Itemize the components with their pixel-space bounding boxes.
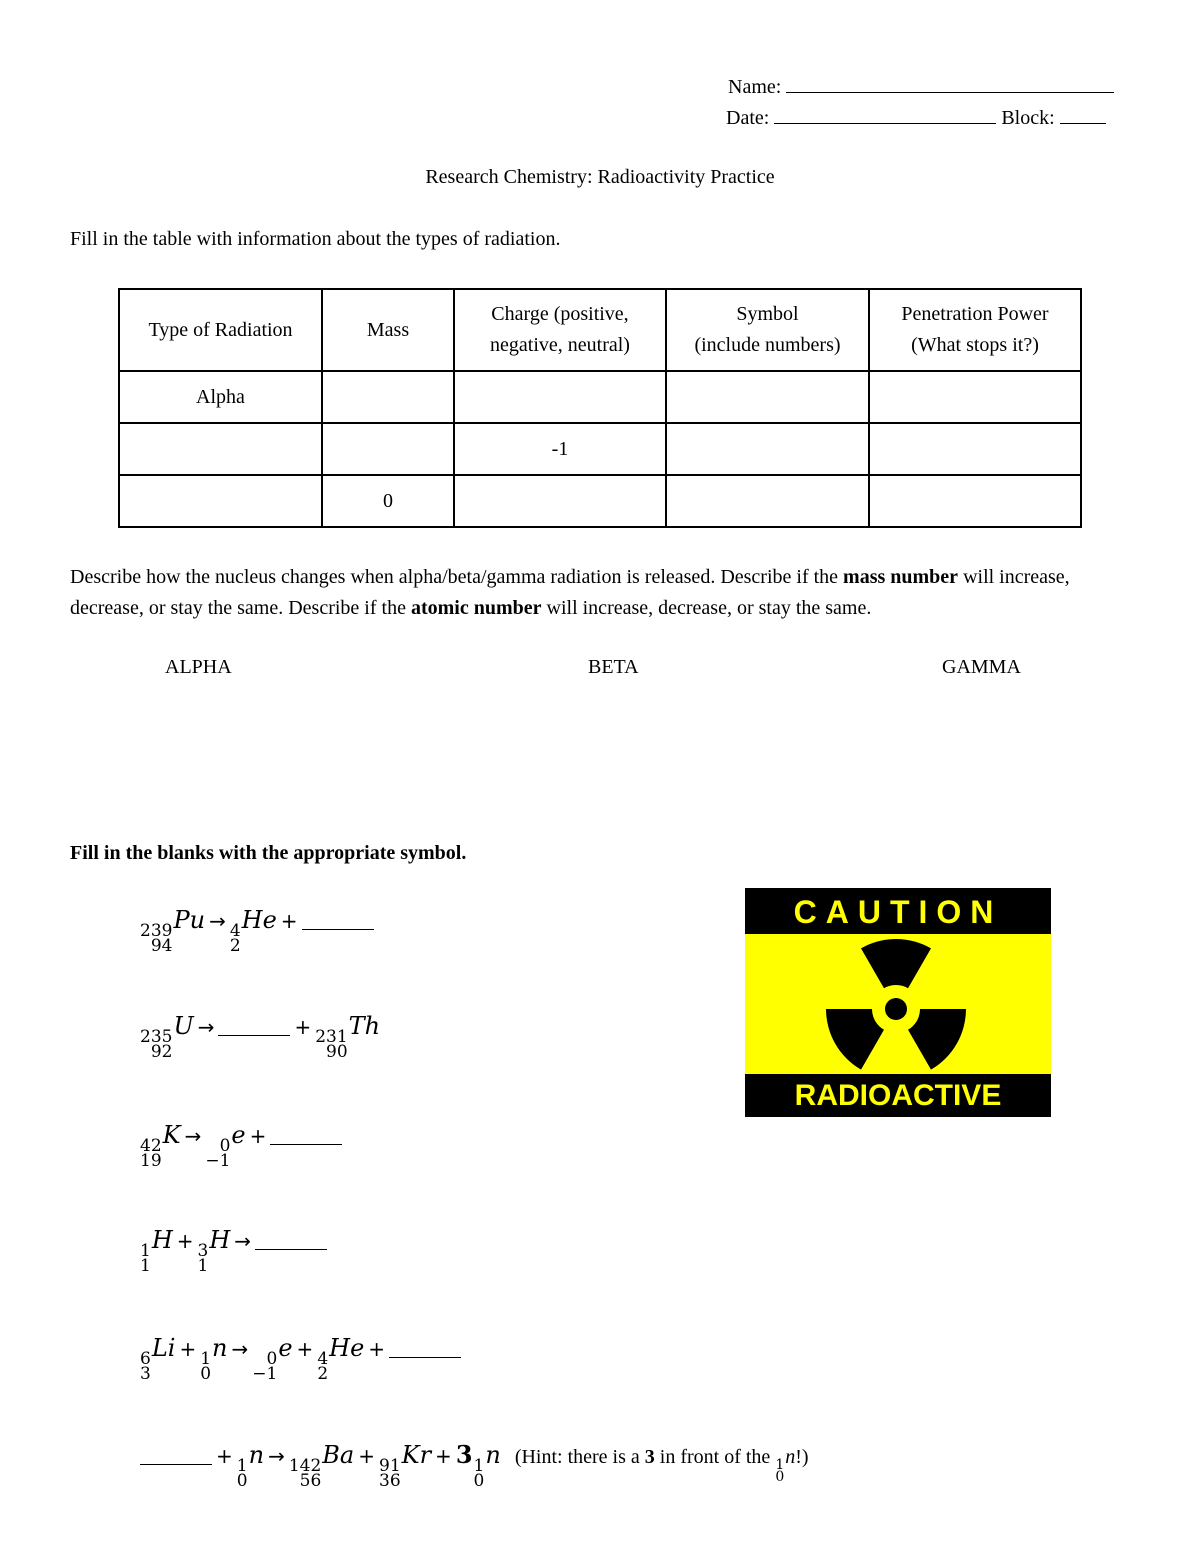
atomic-number: 56 bbox=[299, 1471, 322, 1491]
element-symbol: Th bbox=[348, 1012, 381, 1040]
answer-blank[interactable] bbox=[389, 1339, 461, 1358]
plus-operator: + bbox=[176, 1229, 194, 1253]
mass-number: 1 bbox=[236, 1456, 248, 1476]
hint-text bbox=[514, 1446, 809, 1485]
atomic-number: 1 bbox=[140, 1256, 151, 1276]
atomic-number: 0 bbox=[775, 1469, 785, 1485]
atomic-number: 0 bbox=[200, 1364, 212, 1384]
date-label: Date: bbox=[726, 107, 770, 129]
plus-operator: + bbox=[249, 1124, 267, 1148]
nuclide-pu bbox=[140, 906, 205, 954]
nuclide-indices bbox=[775, 1459, 784, 1483]
nuclide-li bbox=[140, 1334, 175, 1382]
nuclide-hint-neutron bbox=[775, 1446, 795, 1483]
hint-part: in front of the bbox=[654, 1446, 776, 1468]
table-cell[interactable] bbox=[666, 475, 869, 527]
mass-number: 239 bbox=[140, 921, 173, 941]
table-cell[interactable] bbox=[322, 423, 454, 475]
arrow-operator: → bbox=[209, 909, 226, 933]
nuclide-n bbox=[237, 1441, 264, 1489]
mass-number: 4 bbox=[229, 921, 241, 941]
element-symbol: n bbox=[485, 1441, 501, 1469]
nuclide-h bbox=[140, 1226, 173, 1274]
element-symbol: He bbox=[241, 906, 277, 934]
table-cell[interactable] bbox=[666, 423, 869, 475]
equation-6 bbox=[140, 1440, 809, 1489]
plus-operator: + bbox=[216, 1444, 233, 1468]
table-cell[interactable] bbox=[322, 371, 454, 423]
atomic-number: 2 bbox=[229, 936, 241, 956]
nuclide-e bbox=[252, 1334, 292, 1382]
blanks-instructions: Fill in the blanks with the appropriate symbol. bbox=[70, 842, 467, 864]
nuclide-indices bbox=[140, 1349, 151, 1384]
atomic-number: 0 bbox=[236, 1471, 248, 1491]
header-charge: Charge (positive, negative, neutral) bbox=[454, 289, 666, 371]
nuclide-kr bbox=[379, 1441, 431, 1489]
page-title: Research Chemistry: Radioactivity Practice bbox=[425, 166, 775, 188]
nuclide-h bbox=[198, 1226, 231, 1274]
hint-bold-three: 3 bbox=[644, 1446, 655, 1468]
element-symbol: H bbox=[209, 1226, 231, 1254]
name-label: Name: bbox=[728, 76, 782, 98]
hint-part: !) bbox=[795, 1446, 809, 1468]
mass-number: 235 bbox=[140, 1027, 173, 1047]
arrow-operator: → bbox=[231, 1337, 249, 1361]
nuclide-indices bbox=[252, 1349, 278, 1384]
mass-number: 1 bbox=[473, 1456, 485, 1476]
table-cell[interactable] bbox=[119, 475, 322, 527]
mass-number: 91 bbox=[379, 1456, 401, 1476]
mass-number: 1 bbox=[140, 1241, 151, 1261]
mass-number: 42 bbox=[140, 1136, 162, 1156]
nuclide-ba bbox=[289, 1441, 354, 1489]
table-cell[interactable]: Alpha bbox=[119, 371, 322, 423]
header-type: Type of Radiation bbox=[119, 289, 322, 371]
table-header-row bbox=[119, 289, 1081, 371]
nuclide-indices bbox=[140, 1027, 173, 1062]
table-cell[interactable] bbox=[869, 371, 1081, 423]
answer-blank[interactable] bbox=[302, 911, 374, 930]
table-instructions: Fill in the table with information about the types of radiation. bbox=[70, 228, 561, 250]
atomic-number: 0 bbox=[473, 1471, 485, 1491]
nuclide-n bbox=[200, 1334, 227, 1382]
arrow-operator: → bbox=[268, 1444, 285, 1468]
table-cell[interactable] bbox=[869, 475, 1081, 527]
header-mass: Mass bbox=[322, 289, 454, 371]
nuclide-he bbox=[317, 1334, 364, 1382]
mass-number: 0 bbox=[266, 1349, 278, 1369]
answer-blank[interactable] bbox=[218, 1017, 290, 1036]
atomic-number: 92 bbox=[150, 1042, 173, 1062]
arrow-operator: → bbox=[234, 1229, 252, 1253]
nuclide-e bbox=[205, 1121, 245, 1169]
equation-4 bbox=[140, 1226, 327, 1274]
plus-operator: + bbox=[280, 909, 298, 933]
nuclide-indices bbox=[288, 1456, 322, 1491]
column-label-beta: BETA bbox=[588, 656, 639, 678]
nuclide-u bbox=[140, 1012, 194, 1060]
equation-5 bbox=[140, 1334, 461, 1382]
atomic-number: −1 bbox=[205, 1151, 231, 1171]
nuclide-indices bbox=[236, 1456, 248, 1491]
atomic-number: 90 bbox=[326, 1042, 348, 1062]
arrow-operator: → bbox=[184, 1124, 202, 1148]
mass-number: 4 bbox=[317, 1349, 329, 1369]
mass-number: 231 bbox=[315, 1027, 348, 1047]
mass-number: 6 bbox=[140, 1349, 151, 1369]
nuclide-indices bbox=[200, 1349, 212, 1384]
mass-number: 0 bbox=[219, 1136, 231, 1156]
answer-blank[interactable] bbox=[270, 1126, 342, 1145]
mass-number-emphasis: mass number bbox=[843, 566, 959, 588]
plus-operator: + bbox=[435, 1444, 452, 1468]
header-penetration: Penetration Power (What stops it?) bbox=[869, 289, 1081, 371]
equation-2 bbox=[140, 1012, 380, 1060]
mass-number: 3 bbox=[197, 1241, 209, 1261]
element-symbol: Ba bbox=[322, 1441, 355, 1469]
table-row bbox=[119, 371, 1081, 423]
nuclide-indices bbox=[140, 1241, 151, 1276]
describe-instructions: Describe how the nucleus changes when alpha/beta/gamma radiation is released. Describe if the mass number will increase, decrease, or stay the same. Describe if the atomic number will increase, decrease, or stay the same. bbox=[70, 566, 1070, 619]
atomic-number: 36 bbox=[379, 1471, 401, 1491]
table-cell[interactable]: 0 bbox=[322, 475, 454, 527]
block-field[interactable] bbox=[1060, 103, 1106, 124]
column-label-gamma: GAMMA bbox=[942, 656, 1021, 678]
equation-3 bbox=[140, 1121, 342, 1169]
name-field[interactable] bbox=[786, 72, 1114, 93]
caution-text: CAUTION bbox=[793, 894, 1003, 930]
radiation-trefoil-icon bbox=[745, 934, 1051, 1074]
element-symbol: K bbox=[162, 1121, 181, 1149]
atomic-number-emphasis: atomic number bbox=[410, 597, 542, 619]
element-symbol: n bbox=[248, 1441, 265, 1469]
nuclide-indices bbox=[140, 1136, 162, 1171]
mass-number: 1 bbox=[200, 1349, 212, 1369]
table-cell[interactable] bbox=[666, 371, 869, 423]
atomic-number: 94 bbox=[150, 936, 173, 956]
nuclide-indices bbox=[473, 1456, 485, 1491]
atomic-number: −1 bbox=[252, 1364, 278, 1384]
caution-radioactive-sign bbox=[745, 888, 1051, 1117]
table-cell[interactable] bbox=[454, 371, 666, 423]
element-symbol: U bbox=[173, 1012, 194, 1040]
nuclide-n bbox=[474, 1441, 501, 1489]
table-row bbox=[119, 475, 1081, 527]
radiation-table bbox=[118, 288, 1082, 528]
date-block-line bbox=[726, 103, 1136, 130]
table-cell[interactable] bbox=[119, 423, 322, 475]
plus-operator: + bbox=[179, 1337, 197, 1361]
nuclide-indices bbox=[379, 1456, 401, 1491]
equation-1 bbox=[140, 906, 374, 954]
hint-part: (Hint: there is a bbox=[514, 1446, 645, 1468]
nuclide-indices bbox=[140, 921, 173, 956]
answer-blank[interactable] bbox=[255, 1231, 327, 1250]
element-symbol: H bbox=[151, 1226, 173, 1254]
element-symbol: Kr bbox=[401, 1441, 432, 1469]
mass-number: 1 bbox=[775, 1457, 785, 1473]
name-line bbox=[728, 72, 1138, 99]
column-label-alpha: ALPHA bbox=[165, 656, 232, 678]
block-label: Block: bbox=[1001, 107, 1055, 129]
nuclide-indices bbox=[315, 1027, 348, 1062]
nuclide-indices bbox=[205, 1136, 231, 1171]
nuclide-indices bbox=[197, 1241, 209, 1276]
plus-operator: + bbox=[358, 1444, 375, 1468]
element-symbol: e bbox=[231, 1121, 246, 1149]
nuclide-k bbox=[140, 1121, 181, 1169]
element-symbol: Pu bbox=[173, 906, 206, 934]
atomic-number: 1 bbox=[197, 1256, 209, 1276]
element-symbol: n bbox=[785, 1446, 796, 1468]
table-cell[interactable] bbox=[869, 423, 1081, 475]
nuclide-he bbox=[230, 906, 277, 954]
table-cell[interactable] bbox=[454, 475, 666, 527]
answer-blank[interactable] bbox=[140, 1446, 212, 1465]
element-symbol: n bbox=[212, 1334, 228, 1362]
nuclide-th bbox=[315, 1012, 380, 1060]
table-cell[interactable]: -1 bbox=[454, 423, 666, 475]
mass-number: 142 bbox=[288, 1456, 322, 1476]
atomic-number: 19 bbox=[140, 1151, 162, 1171]
table-row bbox=[119, 423, 1081, 475]
atomic-number: 3 bbox=[140, 1364, 151, 1384]
plus-operator: + bbox=[368, 1337, 386, 1361]
radioactive-text: RADIOACTIVE bbox=[794, 1079, 1002, 1112]
nuclide-indices bbox=[229, 921, 241, 956]
element-symbol: He bbox=[329, 1334, 365, 1362]
element-symbol: Li bbox=[151, 1334, 176, 1362]
nuclide-indices bbox=[317, 1349, 329, 1384]
atomic-number: 2 bbox=[317, 1364, 329, 1384]
arrow-operator: → bbox=[197, 1015, 215, 1039]
coefficient: 3 bbox=[455, 1440, 473, 1469]
date-field[interactable] bbox=[774, 103, 996, 124]
header-symbol: Symbol (include numbers) bbox=[666, 289, 869, 371]
element-symbol: e bbox=[278, 1334, 293, 1362]
plus-operator: + bbox=[294, 1015, 312, 1039]
plus-operator: + bbox=[296, 1337, 314, 1361]
